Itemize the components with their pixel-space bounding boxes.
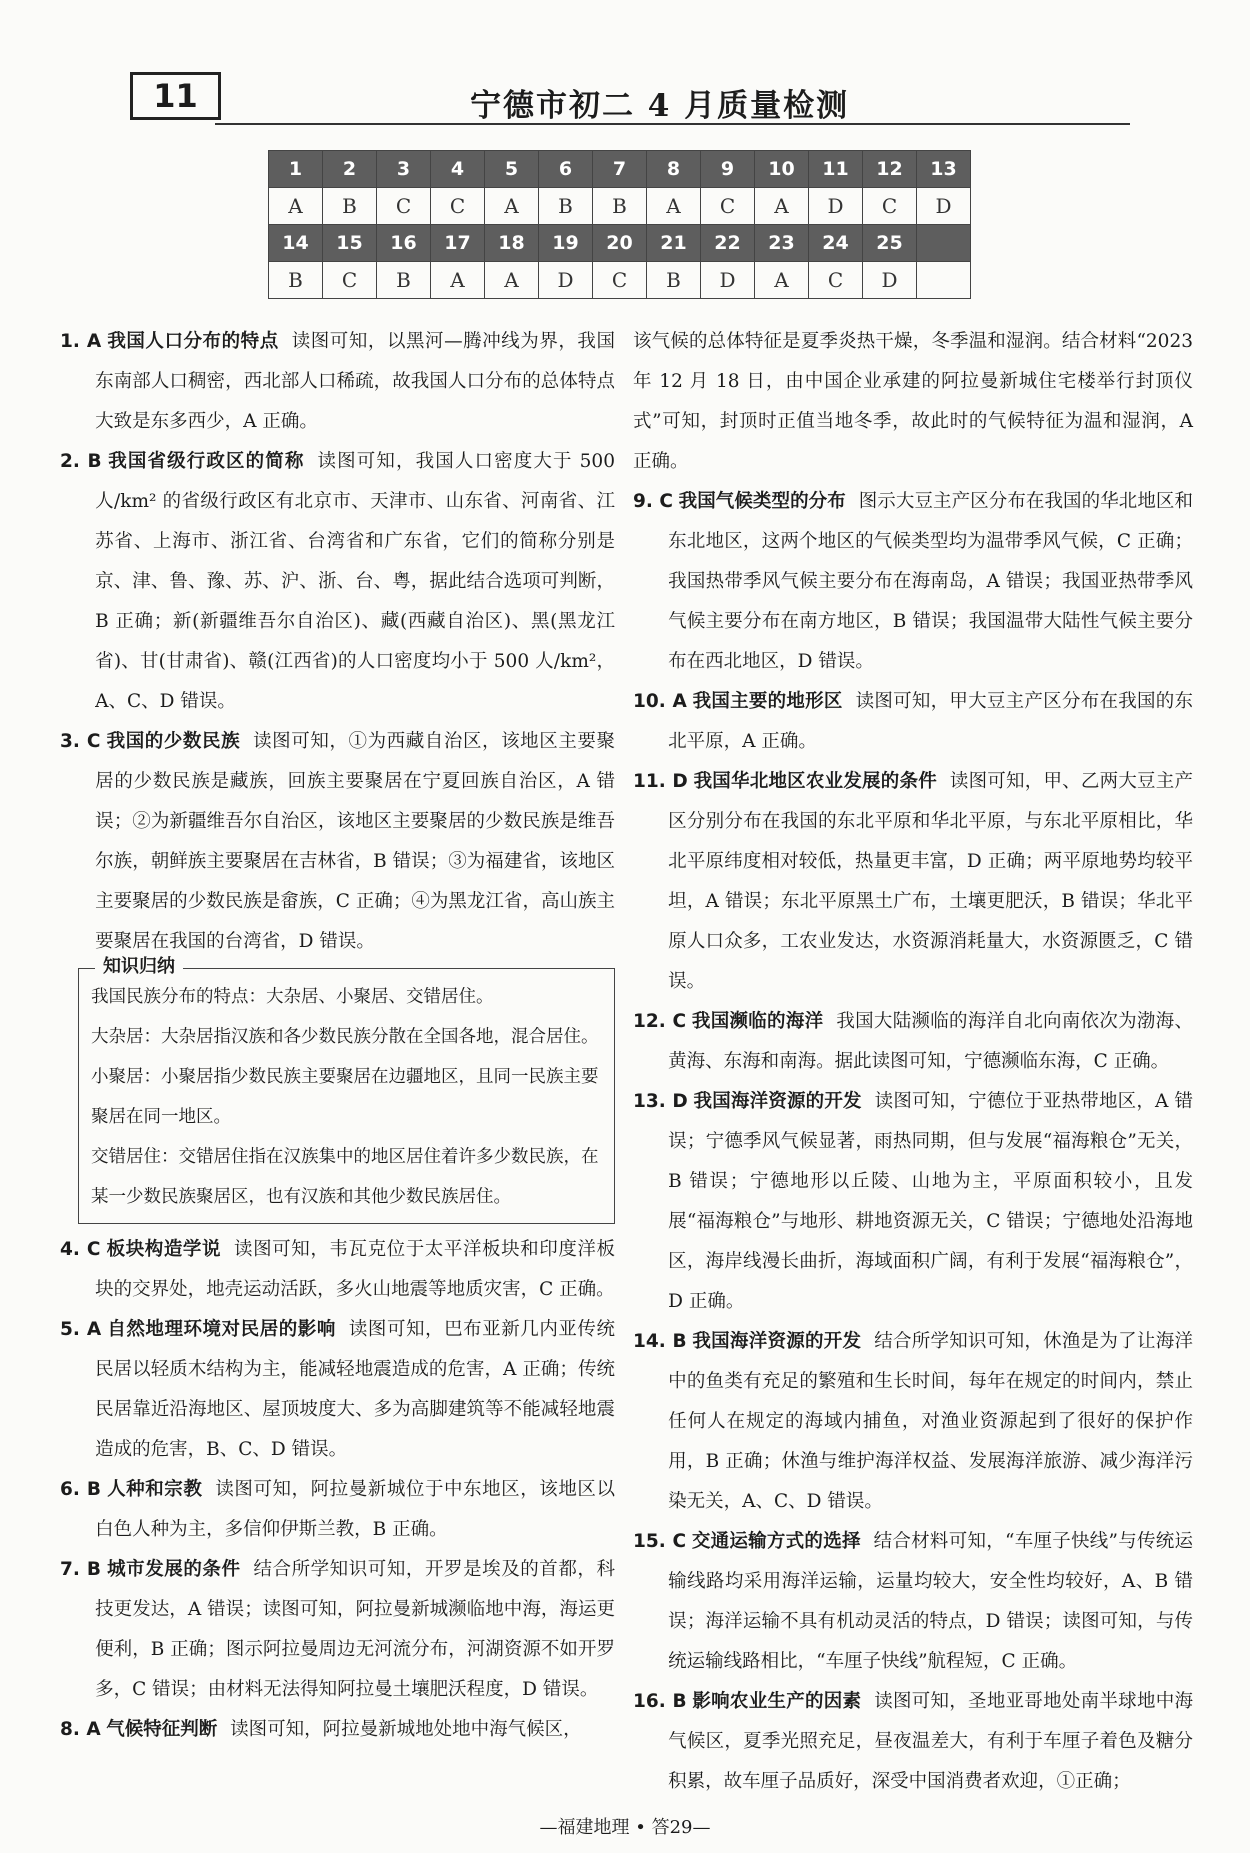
knowledge-line: 交错居住：交错居住指在汉族集中的地区居住着许多少数民族，在某一少数民族聚居区，也有汉族和其他少数民族居住。 bbox=[91, 1147, 599, 1207]
right-column bbox=[633, 322, 1193, 1802]
answer-item-4: 4. C 板块构造学说 读图可知，韦瓦克位于太平洋板块和印度洋板块的交界处，地壳运动活跃，多火山地震等地质灾害，C 正确。 bbox=[60, 1239, 615, 1300]
question-number-cell: 3 bbox=[377, 151, 431, 188]
answer-letter-cell: B bbox=[323, 188, 377, 225]
question-number-cell: 8 bbox=[647, 151, 701, 188]
question-number-cell: 23 bbox=[755, 225, 809, 262]
answer-letter-cell: A bbox=[755, 262, 809, 299]
answer-item-13: 13. D 我国海洋资源的开发 读图可知，宁德位于亚热带地区，A 错误；宁德季风气候显著，雨热同期，但与发展“福海粮仓”无关，B 错误；宁德地形以丘陵、山地为主，平原面积较小，且发展“福海粮仓”与地形、耕地资源无关，C 错误；宁德地处沿海地区，海岸线漫长曲折，海域面积广阔，有利于发展“福海粮仓”，D 正确。 bbox=[633, 1091, 1193, 1312]
knowledge-summary-box bbox=[78, 956, 615, 1224]
answer-letter-row bbox=[269, 262, 971, 299]
answer-letter-cell: B bbox=[593, 188, 647, 225]
question-number-cell: 15 bbox=[323, 225, 377, 262]
question-number-cell: 10 bbox=[755, 151, 809, 188]
answer-item-8-continued: 该气候的总体特征是夏季炎热干燥，冬季温和湿润。结合材料“2023 年 12 月 18 日，由中国企业承建的阿拉曼新城住宅楼举行封顶仪式”可知，封顶时正值当地冬季，故此时的气候特征为温和湿润，A 正确。 bbox=[633, 331, 1193, 472]
answer-letter-cell: D bbox=[863, 262, 917, 299]
question-number-cell: 21 bbox=[647, 225, 701, 262]
knowledge-summary-title: 知识归纳 bbox=[95, 952, 183, 982]
question-number-cell: 5 bbox=[485, 151, 539, 188]
page-footer: —福建地理 • 答29— bbox=[539, 1817, 711, 1838]
question-number-cell: 7 bbox=[593, 151, 647, 188]
question-number-cell: 17 bbox=[431, 225, 485, 262]
section-number: 11 bbox=[130, 72, 221, 120]
answer-letter-cell: D bbox=[539, 262, 593, 299]
left-column bbox=[60, 322, 615, 1750]
answer-letter-cell: C bbox=[593, 262, 647, 299]
answer-letter-cell: C bbox=[431, 188, 485, 225]
answer-item-14: 14. B 我国海洋资源的开发 结合所学知识可知，休渔是为了让海洋中的鱼类有充足的繁殖和生长时间，每年在规定的时间内，禁止任何人在规定的海域内捕鱼，对渔业资源起到了很好的保护作用，B 正确；休渔与维护海洋权益、发展海洋旅游、减少海洋污染无关，A、C、D 错误。 bbox=[633, 1331, 1193, 1512]
knowledge-line: 大杂居：大杂居指汉族和各少数民族分散在全国各地，混合居住。 bbox=[91, 1027, 599, 1047]
answer-letter-cell: C bbox=[323, 262, 377, 299]
answer-letter-cell: C bbox=[377, 188, 431, 225]
answer-letter-cell: A bbox=[269, 188, 323, 225]
answer-letter-cell: C bbox=[809, 262, 863, 299]
answer-item-11: 11. D 我国华北地区农业发展的条件 读图可知，甲、乙两大豆主产区分别分布在我国的东北平原和华北平原，与东北平原相比，华北平原纬度相对较低，热量更丰富，D 正确；两平原地势均较平坦，A 错误；东北平原黑土广布，土壤更肥沃，B 错误；华北平原人口众多，工农业发达，水资源消耗量大，水资源匮乏，C 错误。 bbox=[633, 771, 1193, 992]
answer-item-2: 2. B 我国省级行政区的简称 读图可知，我国人口密度大于 500 人/km² 的省级行政区有北京市、天津市、山东省、河南省、江苏省、上海市、浙江省、台湾省和广东省，它们的简称分别是京、津、鲁、豫、苏、沪、浙、台、粤，据此结合选项可判断，B 正确；新(新疆维吾尔自治区)、藏(西藏自治区)、黑(黑龙江省)、甘(甘肃省)、赣(江西省)的人口密度均小于 500 人/km²，A、C、D 错误。 bbox=[60, 451, 615, 712]
answer-table bbox=[268, 150, 971, 299]
question-number-cell bbox=[917, 225, 971, 262]
question-number-cell: 12 bbox=[863, 151, 917, 188]
answer-letter-cell: A bbox=[485, 262, 539, 299]
answer-letter-cell: D bbox=[917, 188, 971, 225]
answer-letter-cell: B bbox=[377, 262, 431, 299]
question-number-cell: 4 bbox=[431, 151, 485, 188]
answer-letter-cell bbox=[917, 262, 971, 299]
answer-item-9: 9. C 我国气候类型的分布 图示大豆主产区分布在我国的华北地区和东北地区，这两个地区的气候类型均为温带季风气候，C 正确；我国热带季风气候主要分布在海南岛，A 错误；我国亚热带季风气候主要分布在南方地区，B 错误；我国温带大陆性气候主要分布在西北地区，D 错误。 bbox=[633, 491, 1193, 672]
question-number-cell: 24 bbox=[809, 225, 863, 262]
answer-item-16: 16. B 影响农业生产的因素 读图可知，圣地亚哥地处南半球地中海气候区，夏季光照充足，昼夜温差大，有利于车厘子着色及糖分积累，故车厘子品质好，深受中国消费者欢迎，①正确； bbox=[633, 1691, 1193, 1792]
question-number-cell: 13 bbox=[917, 151, 971, 188]
answer-item-5: 5. A 自然地理环境对民居的影响 读图可知，巴布亚新几内亚传统民居以轻质木结构为主，能减轻地震造成的危害，A 正确；传统民居靠近沿海地区、屋顶坡度大、多为高脚建筑等不能减轻地震造成的危害，B、C、D 错误。 bbox=[60, 1319, 615, 1460]
answer-item-15: 15. C 交通运输方式的选择 结合材料可知，“车厘子快线”与传统运输线路均采用海洋运输，运量均较大，安全性均较好，A、B 错误；海洋运输不具有机动灵活的特点，D 错误；读图可知，与传统运输线路相比，“车厘子快线”航程短，C 正确。 bbox=[633, 1531, 1193, 1672]
answer-item-12: 12. C 我国濒临的海洋 我国大陆濒临的海洋自北向南依次为渤海、黄海、东海和南海。据此读图可知，宁德濒临东海，C 正确。 bbox=[633, 1011, 1193, 1072]
question-number-cell: 14 bbox=[269, 225, 323, 262]
page-title: 宁德市初二 4 月质量检测 bbox=[470, 88, 850, 124]
question-number-cell: 16 bbox=[377, 225, 431, 262]
question-number-cell: 11 bbox=[809, 151, 863, 188]
answer-letter-cell: D bbox=[701, 262, 755, 299]
question-number-cell: 6 bbox=[539, 151, 593, 188]
answer-item-3: 3. C 我国的少数民族 读图可知，①为西藏自治区，该地区主要聚居的少数民族是藏族，回族主要聚居在宁夏回族自治区，A 错误；②为新疆维吾尔自治区，该地区主要聚居的少数民族是维吾尔族，朝鲜族主要聚居在吉林省，B 错误；③为福建省，该地区主要聚居的少数民族是畲族，C 正确；④为黑龙江省，高山族主要聚居在我国的台湾省，D 错误。 bbox=[60, 731, 615, 952]
question-number-cell: 18 bbox=[485, 225, 539, 262]
answer-item-6: 6. B 人种和宗教 读图可知，阿拉曼新城位于中东地区，该地区以白色人种为主，多信仰伊斯兰教，B 正确。 bbox=[60, 1479, 615, 1540]
answer-item-7: 7. B 城市发展的条件 结合所学知识可知，开罗是埃及的首都，科技更发达，A 错误；读图可知，阿拉曼新城濒临地中海，海运更便利，B 正确；图示阿拉曼周边无河流分布，河湖资源不如开罗多，C 错误；由材料无法得知阿拉曼土壤肥沃程度，D 错误。 bbox=[60, 1559, 615, 1700]
answer-letter-cell: B bbox=[539, 188, 593, 225]
answer-item-8: 8. A 气候特征判断 读图可知，阿拉曼新城地处地中海气候区， bbox=[60, 1719, 582, 1740]
question-number-cell: 9 bbox=[701, 151, 755, 188]
knowledge-line: 我国民族分布的特点：大杂居、小聚居、交错居住。 bbox=[91, 987, 494, 1007]
question-number-cell: 1 bbox=[269, 151, 323, 188]
answer-letter-cell: A bbox=[485, 188, 539, 225]
answer-letter-cell: B bbox=[647, 262, 701, 299]
question-number-cell: 19 bbox=[539, 225, 593, 262]
answer-number-row bbox=[269, 225, 971, 262]
answer-letter-cell: A bbox=[755, 188, 809, 225]
answer-letter-cell: C bbox=[701, 188, 755, 225]
knowledge-line: 小聚居：小聚居指少数民族主要聚居在边疆地区，且同一民族主要聚居在同一地区。 bbox=[91, 1067, 599, 1127]
header-divider bbox=[215, 123, 1130, 125]
answer-letter-cell: B bbox=[269, 262, 323, 299]
answer-letter-cell: A bbox=[647, 188, 701, 225]
answer-number-row bbox=[269, 151, 971, 188]
question-number-cell: 20 bbox=[593, 225, 647, 262]
question-number-cell: 22 bbox=[701, 225, 755, 262]
answer-item-1: 1. A 我国人口分布的特点 读图可知，以黑河—腾冲线为界，我国东南部人口稠密，西北部人口稀疏，故我国人口分布的总体特点大致是东多西少，A 正确。 bbox=[60, 331, 615, 432]
question-number-cell: 25 bbox=[863, 225, 917, 262]
answer-letter-cell: D bbox=[809, 188, 863, 225]
answer-letter-cell: A bbox=[431, 262, 485, 299]
answer-letter-cell: C bbox=[863, 188, 917, 225]
question-number-cell: 2 bbox=[323, 151, 377, 188]
answer-letter-row bbox=[269, 188, 971, 225]
answer-item-10: 10. A 我国主要的地形区 读图可知，甲大豆主产区分布在我国的东北平原，A 正确。 bbox=[633, 691, 1193, 752]
